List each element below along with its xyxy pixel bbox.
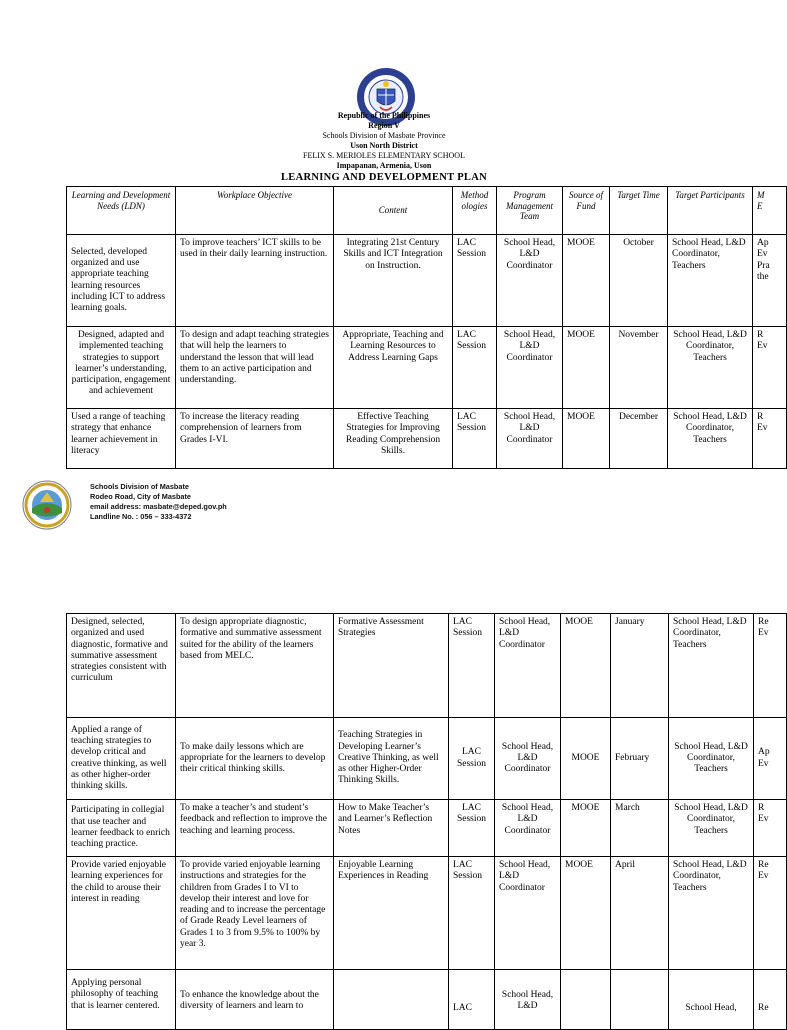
table-row <box>67 718 787 800</box>
footer-address: Rodeo Road, City of Masbate <box>90 492 191 501</box>
masbate-division-logo-icon <box>22 480 72 530</box>
division-footer <box>22 478 422 532</box>
cell-fund: MOOE <box>563 235 610 327</box>
cell-content: Integrating 21st Century Skills and ICT Integration on Instruction. <box>334 235 453 327</box>
col-header-team: Program Management Team <box>497 187 563 235</box>
cell-team: School Head, L&D Coordinator <box>495 718 561 800</box>
cell-method: LAC Session <box>453 409 497 469</box>
cell-time: January <box>611 614 669 718</box>
division-line: Schools Division of Masbate Province <box>322 131 446 140</box>
col-header-participants: Target Participants <box>668 187 753 235</box>
cell-content: Teaching Strategies in Developing Learner’s Creative Thinking, as well as other Higher-Order Thinking Skills. <box>334 718 449 800</box>
table-row <box>67 409 787 469</box>
cell-team: School Head, L&D <box>495 970 561 1030</box>
col-header-monitoring: M E <box>753 187 787 235</box>
cell-time: February <box>611 718 669 800</box>
cell-participants: School Head, L&D Coordinator, Teachers <box>668 235 753 327</box>
col-header-content: Content <box>334 187 453 235</box>
cell-need: Designed, adapted and implemented teaching strategies to support learner’s understanding, participation, engagement and achievement <box>67 327 176 409</box>
col-header-methodologies: Method ologies <box>453 187 497 235</box>
cell-monitoring: Re <box>754 970 787 1030</box>
cell-monitoring: R Ev <box>753 327 787 409</box>
cell-fund <box>561 970 611 1030</box>
table-row <box>67 614 787 718</box>
letterhead <box>0 111 768 184</box>
cell-objective: To provide varied enjoyable learning instructions and strategies for the children from Grades I to VI to develop their interest and love for reading and to increase the percentage of Grade Ready Level learners of Grades 1 to 3 from 9.5% to 100% by year 3. <box>176 857 334 970</box>
table-row <box>67 857 787 970</box>
table-row <box>67 800 787 857</box>
cell-objective: To make a teacher’s and student’s feedback and reflection to improve the teaching and learning process. <box>176 800 334 857</box>
cell-need: Used a range of teaching strategy that enhance learner achievement in literacy <box>67 409 176 469</box>
cell-time <box>611 970 669 1030</box>
cell-content <box>334 970 449 1030</box>
cell-participants: School Head, <box>669 970 754 1030</box>
cell-objective: To enhance the knowledge about the diversity of learners and learn to <box>176 970 334 1030</box>
cell-monitoring: Re Ev <box>754 857 787 970</box>
table-row <box>67 970 787 1030</box>
cell-team: School Head, L&D Coordinator <box>497 235 563 327</box>
table-header-row <box>67 187 787 235</box>
cell-need: Participating in collegial that use teacher and learner feedback to enrich teaching practice. <box>67 800 176 857</box>
cell-monitoring: R Ev <box>754 800 787 857</box>
cell-objective: To design appropriate diagnostic, formative and summative assessment suited for the ability of the learners based from MELC. <box>176 614 334 718</box>
cell-participants: School Head, L&D Coordinator, Teachers <box>669 857 754 970</box>
cell-content: Formative Assessment Strategies <box>334 614 449 718</box>
cell-fund: MOOE <box>561 800 611 857</box>
cell-objective: To design and adapt teaching strategies that will help the learners to understand the lesson that will lead them to an active participation and understanding. <box>176 327 334 409</box>
cell-method: LAC Session <box>453 235 497 327</box>
cell-time: March <box>611 800 669 857</box>
cell-team: School Head, L&D Coordinator <box>495 614 561 718</box>
cell-team: School Head, L&D Coordinator <box>497 409 563 469</box>
cell-time: December <box>610 409 668 469</box>
cell-team: School Head, L&D Coordinator <box>497 327 563 409</box>
cell-monitoring: Ap Ev Pra the <box>753 235 787 327</box>
cell-monitoring: Ap Ev <box>754 718 787 800</box>
table-row <box>67 327 787 409</box>
footer-email: email address: masbate@deped.gov.ph <box>90 502 227 511</box>
cell-fund: MOOE <box>561 857 611 970</box>
cell-need: Selected, developed organized and use appropriate teaching learning resources including ICT to address learning goals. <box>67 235 176 327</box>
cell-participants: School Head, L&D Coordinator, Teachers <box>668 409 753 469</box>
footer-office: Schools Division of Masbate <box>90 482 189 491</box>
school-name: FELIX S. MERIOLES ELEMENTARY SCHOOL <box>303 151 465 160</box>
cell-method: LAC Session <box>449 718 495 800</box>
cell-need: Applied a range of teaching strategies to develop critical and creative thinking, as well as other higher-order thinking skills. <box>67 718 176 800</box>
cell-need: Applying personal philosophy of teaching that is learner centered. <box>67 970 176 1030</box>
footer-landline: Landline No. : 056 – 333-4372 <box>90 512 192 521</box>
table-row <box>67 235 787 327</box>
cell-objective: To improve teachers’ ICT skills to be used in their daily learning instruction. <box>176 235 334 327</box>
cell-participants: School Head, L&D Coordinator, Teachers <box>668 327 753 409</box>
cell-method: LAC <box>449 970 495 1030</box>
cell-fund: MOOE <box>563 327 610 409</box>
republic-line: Republic of the Philippines <box>337 111 431 120</box>
col-header-fund: Source of Fund <box>563 187 610 235</box>
district-line: Uson North District <box>350 141 418 150</box>
cell-method: LAC Session <box>449 800 495 857</box>
cell-need: Designed, selected, organized and used diagnostic, formative and summative assessment strategies consistent with curriculum <box>67 614 176 718</box>
cell-fund: MOOE <box>561 614 611 718</box>
cell-method: LAC Session <box>449 614 495 718</box>
cell-content: Enjoyable Learning Experiences in Reading <box>334 857 449 970</box>
cell-fund: MOOE <box>561 718 611 800</box>
region-line: Region V <box>368 121 400 130</box>
cell-content: How to Make Teacher’s and Learner’s Reflection Notes <box>334 800 449 857</box>
col-header-ldn: Learning and Development Needs (LDN) <box>67 187 176 235</box>
cell-objective: To make daily lessons which are appropriate for the learners to develop their critical thinking skills. <box>176 718 334 800</box>
page-title: LEARNING AND DEVELOPMENT PLAN <box>281 172 487 183</box>
cell-time: April <box>611 857 669 970</box>
cell-participants: School Head, L&D Coordinator, Teachers <box>669 800 754 857</box>
ld-plan-table-page2 <box>66 613 787 1030</box>
ld-plan-table-page1 <box>66 186 787 469</box>
cell-time: November <box>610 327 668 409</box>
school-address: Impapanan, Armenia, Uson <box>336 161 432 170</box>
col-header-objective: Workplace Objective <box>176 187 334 235</box>
cell-monitoring: Re Ev <box>754 614 787 718</box>
cell-team: School Head, L&D Coordinator <box>495 857 561 970</box>
cell-need: Provide varied enjoyable learning experiences for the child to arouse their interest in reading <box>67 857 176 970</box>
cell-method: LAC Session <box>449 857 495 970</box>
cell-monitoring: R Ev <box>753 409 787 469</box>
cell-content: Appropriate, Teaching and Learning Resources to Address Learning Gaps <box>334 327 453 409</box>
cell-participants: School Head, L&D Coordinator, Teachers <box>669 718 754 800</box>
cell-team: School Head, L&D Coordinator <box>495 800 561 857</box>
cell-time: October <box>610 235 668 327</box>
cell-fund: MOOE <box>563 409 610 469</box>
cell-content: Effective Teaching Strategies for Improving Reading Comprehension Skills. <box>334 409 453 469</box>
cell-participants: School Head, L&D Coordinator, Teachers <box>669 614 754 718</box>
col-header-time: Target Time <box>610 187 668 235</box>
cell-objective: To increase the literacy reading comprehension of learners from Grades I-VI. <box>176 409 334 469</box>
cell-method: LAC Session <box>453 327 497 409</box>
